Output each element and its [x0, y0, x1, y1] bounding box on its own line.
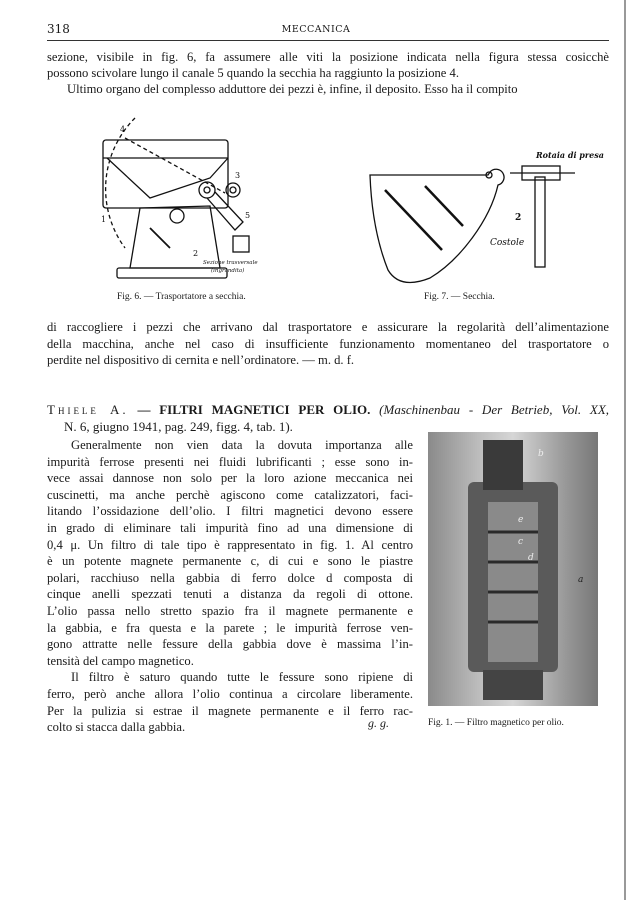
running-head: MECCANICA [281, 24, 351, 35]
text-line: Ultimo organo del complesso adduttore dei pezzi è, infine, il deposito. Esso ha il compito [67, 82, 518, 96]
text-line: impurità ferrose presenti nei fluidi lubrificanti ; esse sono in- [47, 454, 413, 469]
article-source-line2: N. 6, giugno 1941, pag. 249, figg. 4, tab. 1). [64, 419, 293, 434]
fig7-label-ribs: Costole [490, 238, 525, 248]
text-line: L’olio passa nello stretto spazio fra il magnete permanente e [47, 604, 413, 618]
text-line: colto si stacca dalla gabbia. [47, 720, 186, 735]
figure-6-drawing [95, 118, 285, 288]
text-line: ferro, però anche allora l’olio continua a circolare liberamente. [47, 687, 413, 701]
text-line: della macchina, anche nel caso di insufficiente funzionamento momentaneo del trasportatore o [47, 336, 609, 351]
text-line: gono attratte nelle fessure della gabbia dove è massima l’in- [47, 637, 413, 652]
fig6-label-3: 3 [235, 171, 241, 180]
text-line: polari, racchiuso nella gabbia di ferro dolce d composta di [47, 570, 413, 585]
text-line: vece assai dannose non solo per la loro azione meccanica nei [47, 471, 413, 486]
fig6-label-section: Sezione trasversale [203, 260, 258, 266]
fig6-label-2: 2 [193, 249, 199, 258]
fig7-label-2: 2 [515, 213, 522, 223]
article-title: — FILTRI MAGNETICI PER OLIO. [137, 402, 371, 417]
text-line: Il filtro è saturo quando tutte le fessure sono ripiene di [71, 670, 413, 685]
text-line: di raccogliere i pezzi che arrivano dal trasportatore e assicurare la regolarità dell’alimentazione [47, 320, 609, 334]
text-line: 0,4 μ. Un filtro di tale tipo è rappresentato in fig. 1. Al centro [47, 537, 413, 552]
text-line: Generalmente non vien data la dovuta importanza alle [71, 438, 413, 452]
text-line: tensità del campo magnetico. [47, 653, 194, 668]
text-line: cuscinetti, ma anche perchè agiscono come catalizzatori, faci- [47, 487, 413, 502]
magnetic-filter-image [428, 432, 598, 706]
fig1-caption: Fig. 1. — Filtro magnetico per olio. [428, 718, 564, 728]
article-author: Thiele A. [47, 402, 129, 417]
text-line: la gabbia, e fra questa e la parete ; le impurità ferrose ven- [47, 620, 413, 635]
fig6-label-1: 1 [101, 215, 107, 224]
text-line: Per la pulizia si estrae il magnete permanente e il ferro rac- [47, 703, 413, 718]
page-number: 318 [47, 22, 70, 36]
figure-1-photo [428, 432, 598, 706]
fig1-label-d: d [528, 553, 534, 563]
text-line: cinque anelli spezzati tenuti a distanza da regoli di ottone. [47, 587, 413, 602]
text-line: sezione, visibile in fig. 6, fa assumere alle viti la posizione indicata nella figura stessa cosicchè [47, 50, 609, 64]
fig6-caption: Fig. 6. — Trasportatore a secchia. [117, 292, 246, 302]
fig6-label-4: 4 [120, 125, 126, 134]
article-signature: g. g. [368, 716, 389, 730]
fig7-label-rail: Rotaia di presa [536, 150, 604, 160]
page-edge [624, 0, 626, 900]
fig6-label-enlarged: (ingrandita) [211, 268, 245, 274]
text-line: in grado di eliminare tali impurità fino ad una dimensione di [47, 521, 413, 535]
article-heading [47, 402, 609, 418]
fig6-label-5: 5 [245, 211, 251, 220]
text-line: litando l’ossidazione dell’olio. I filtri magnetici devono essere [47, 504, 413, 519]
article-source: (Maschinenbau - Der Betrieb, Vol. XX, [379, 402, 610, 417]
fig1-label-a: a [578, 575, 584, 585]
fig1-label-b: b [538, 449, 544, 459]
text-line: è un potente magnete permanente c, di cui e sono le piastre [47, 554, 413, 569]
text-line: possono scivolare lungo il canale 5 quando la secchia ha raggiunto la posizione 4. [47, 66, 459, 80]
text-line: perdite nel dispositivo di cernita e nell’ordinatore. — m. d. f. [47, 353, 355, 367]
fig1-label-c: c [518, 537, 524, 547]
fig7-caption: Fig. 7. — Secchia. [424, 292, 495, 302]
figure-7-drawing [360, 150, 604, 285]
header-rule [47, 40, 609, 41]
fig1-label-e: e [518, 515, 524, 525]
